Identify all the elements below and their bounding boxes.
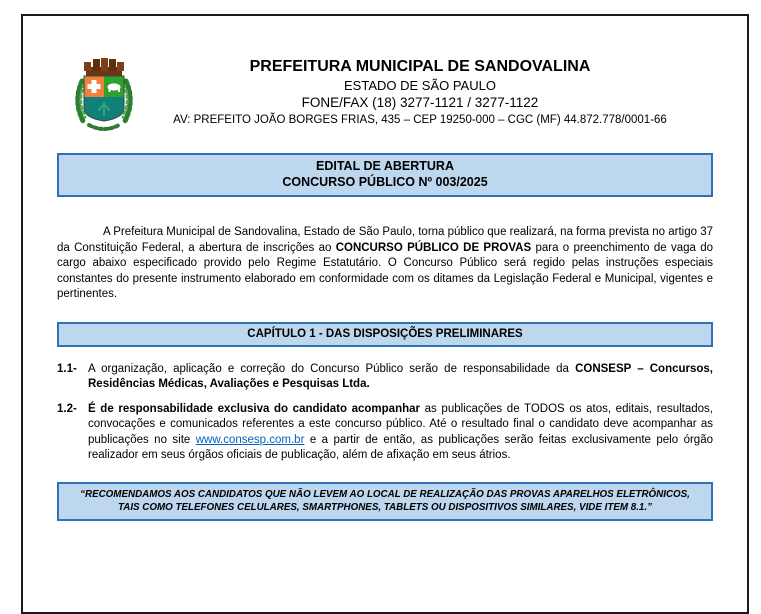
- coat-of-arms-icon: [71, 55, 137, 135]
- letterhead-text: [137, 55, 713, 128]
- org-address: AV: PREFEITO JOÃO BORGES FRIAS, 435 – CEP 19250-000 – CGC (MF) 44.872.778/0001-66: [173, 114, 667, 126]
- warning-box: [57, 482, 713, 521]
- intro-paragraph: [57, 225, 713, 303]
- org-state: ESTADO DE SÃO PAULO: [344, 78, 496, 93]
- intro-bold: CONCURSO PÚBLICO DE PROVAS: [335, 241, 532, 254]
- clause-1-2-text-middle: as publicações de TODOS os atos, editais, resultados, convocações e comunicados referentes a este concurso público. Até o resultado final o candidato deve acompanhar as publicações no site: [88, 402, 713, 446]
- clause-1-1: [57, 362, 713, 393]
- clause-1-1-text: A organização, aplicação e correção do Concurso Público serão de responsabilidade da: [88, 362, 576, 375]
- clause-text: [88, 402, 713, 464]
- edital-title-line2: CONCURSO PÚBLICO Nº 003/2025: [282, 174, 488, 189]
- warning-text: “RECOMENDAMOS AOS CANDIDATOS QUE NÃO LEVEM AO LOCAL DE REALIZAÇÃO DAS PROVAS APARELHOS ELETRÔNICOS, TAIS COMO TELEFONES CELULARES, SMARTPHONES, TABLETS OU DISPOSITIVOS SIMILARES, VIDE ITEM 8.1.”: [80, 488, 690, 513]
- intro-text-2: para o preenchimento de vaga do cargo abaixo especificado provido pelo Regime Estatutário. O Concurso Público será regido pelas instruções especiais constantes do presente instrumento elaborado em conformidade com os ditames da Legislação Federal e Municipal, vigentes e pertinentes.: [57, 241, 714, 301]
- clause-1-2: [57, 402, 713, 464]
- chapter-heading-box: [57, 322, 713, 347]
- intro-text-1: A Prefeitura Municipal de Sandovalina, Estado de São Paulo, torna público que realizará, na forma prevista no artigo 37 da Constituição Federal, a abertura de inscrições ao: [57, 226, 713, 254]
- edital-title-line1: EDITAL DE ABERTURA: [316, 159, 454, 173]
- edital-title-box: [57, 153, 713, 197]
- chapter-heading: CAPÍTULO 1 - DAS DISPOSIÇÕES PRELIMINARES: [247, 327, 523, 340]
- clauses-list: [57, 362, 713, 464]
- document-page: [21, 14, 749, 614]
- clause-text: [88, 362, 713, 393]
- consesp-site-link[interactable]: www.consesp.com.br: [195, 433, 305, 446]
- org-title: PREFEITURA MUNICIPAL DE SANDOVALINA: [249, 58, 591, 75]
- clause-number: 1.2-: [57, 402, 77, 415]
- org-phone: FONE/FAX (18) 3277-1121 / 3277-1122: [301, 95, 539, 110]
- clause-1-2-text-end: e a partir de então, as publicações serão feitas exclusivamente pelo órgão realizador em seus órgãos oficiais de publicação, além de afixação em seus átrios.: [88, 433, 713, 462]
- letterhead: [57, 55, 713, 135]
- clause-1-1-bold: CONSESP – Concursos, Residências Médicas, Avaliações e Pesquisas Ltda.: [88, 362, 714, 391]
- municipal-coat-of-arms-logo: [71, 55, 137, 135]
- clause-number: 1.1-: [57, 362, 77, 375]
- clause-1-2-bold-lead: É de responsabilidade exclusiva do candidato acompanhar: [88, 402, 421, 415]
